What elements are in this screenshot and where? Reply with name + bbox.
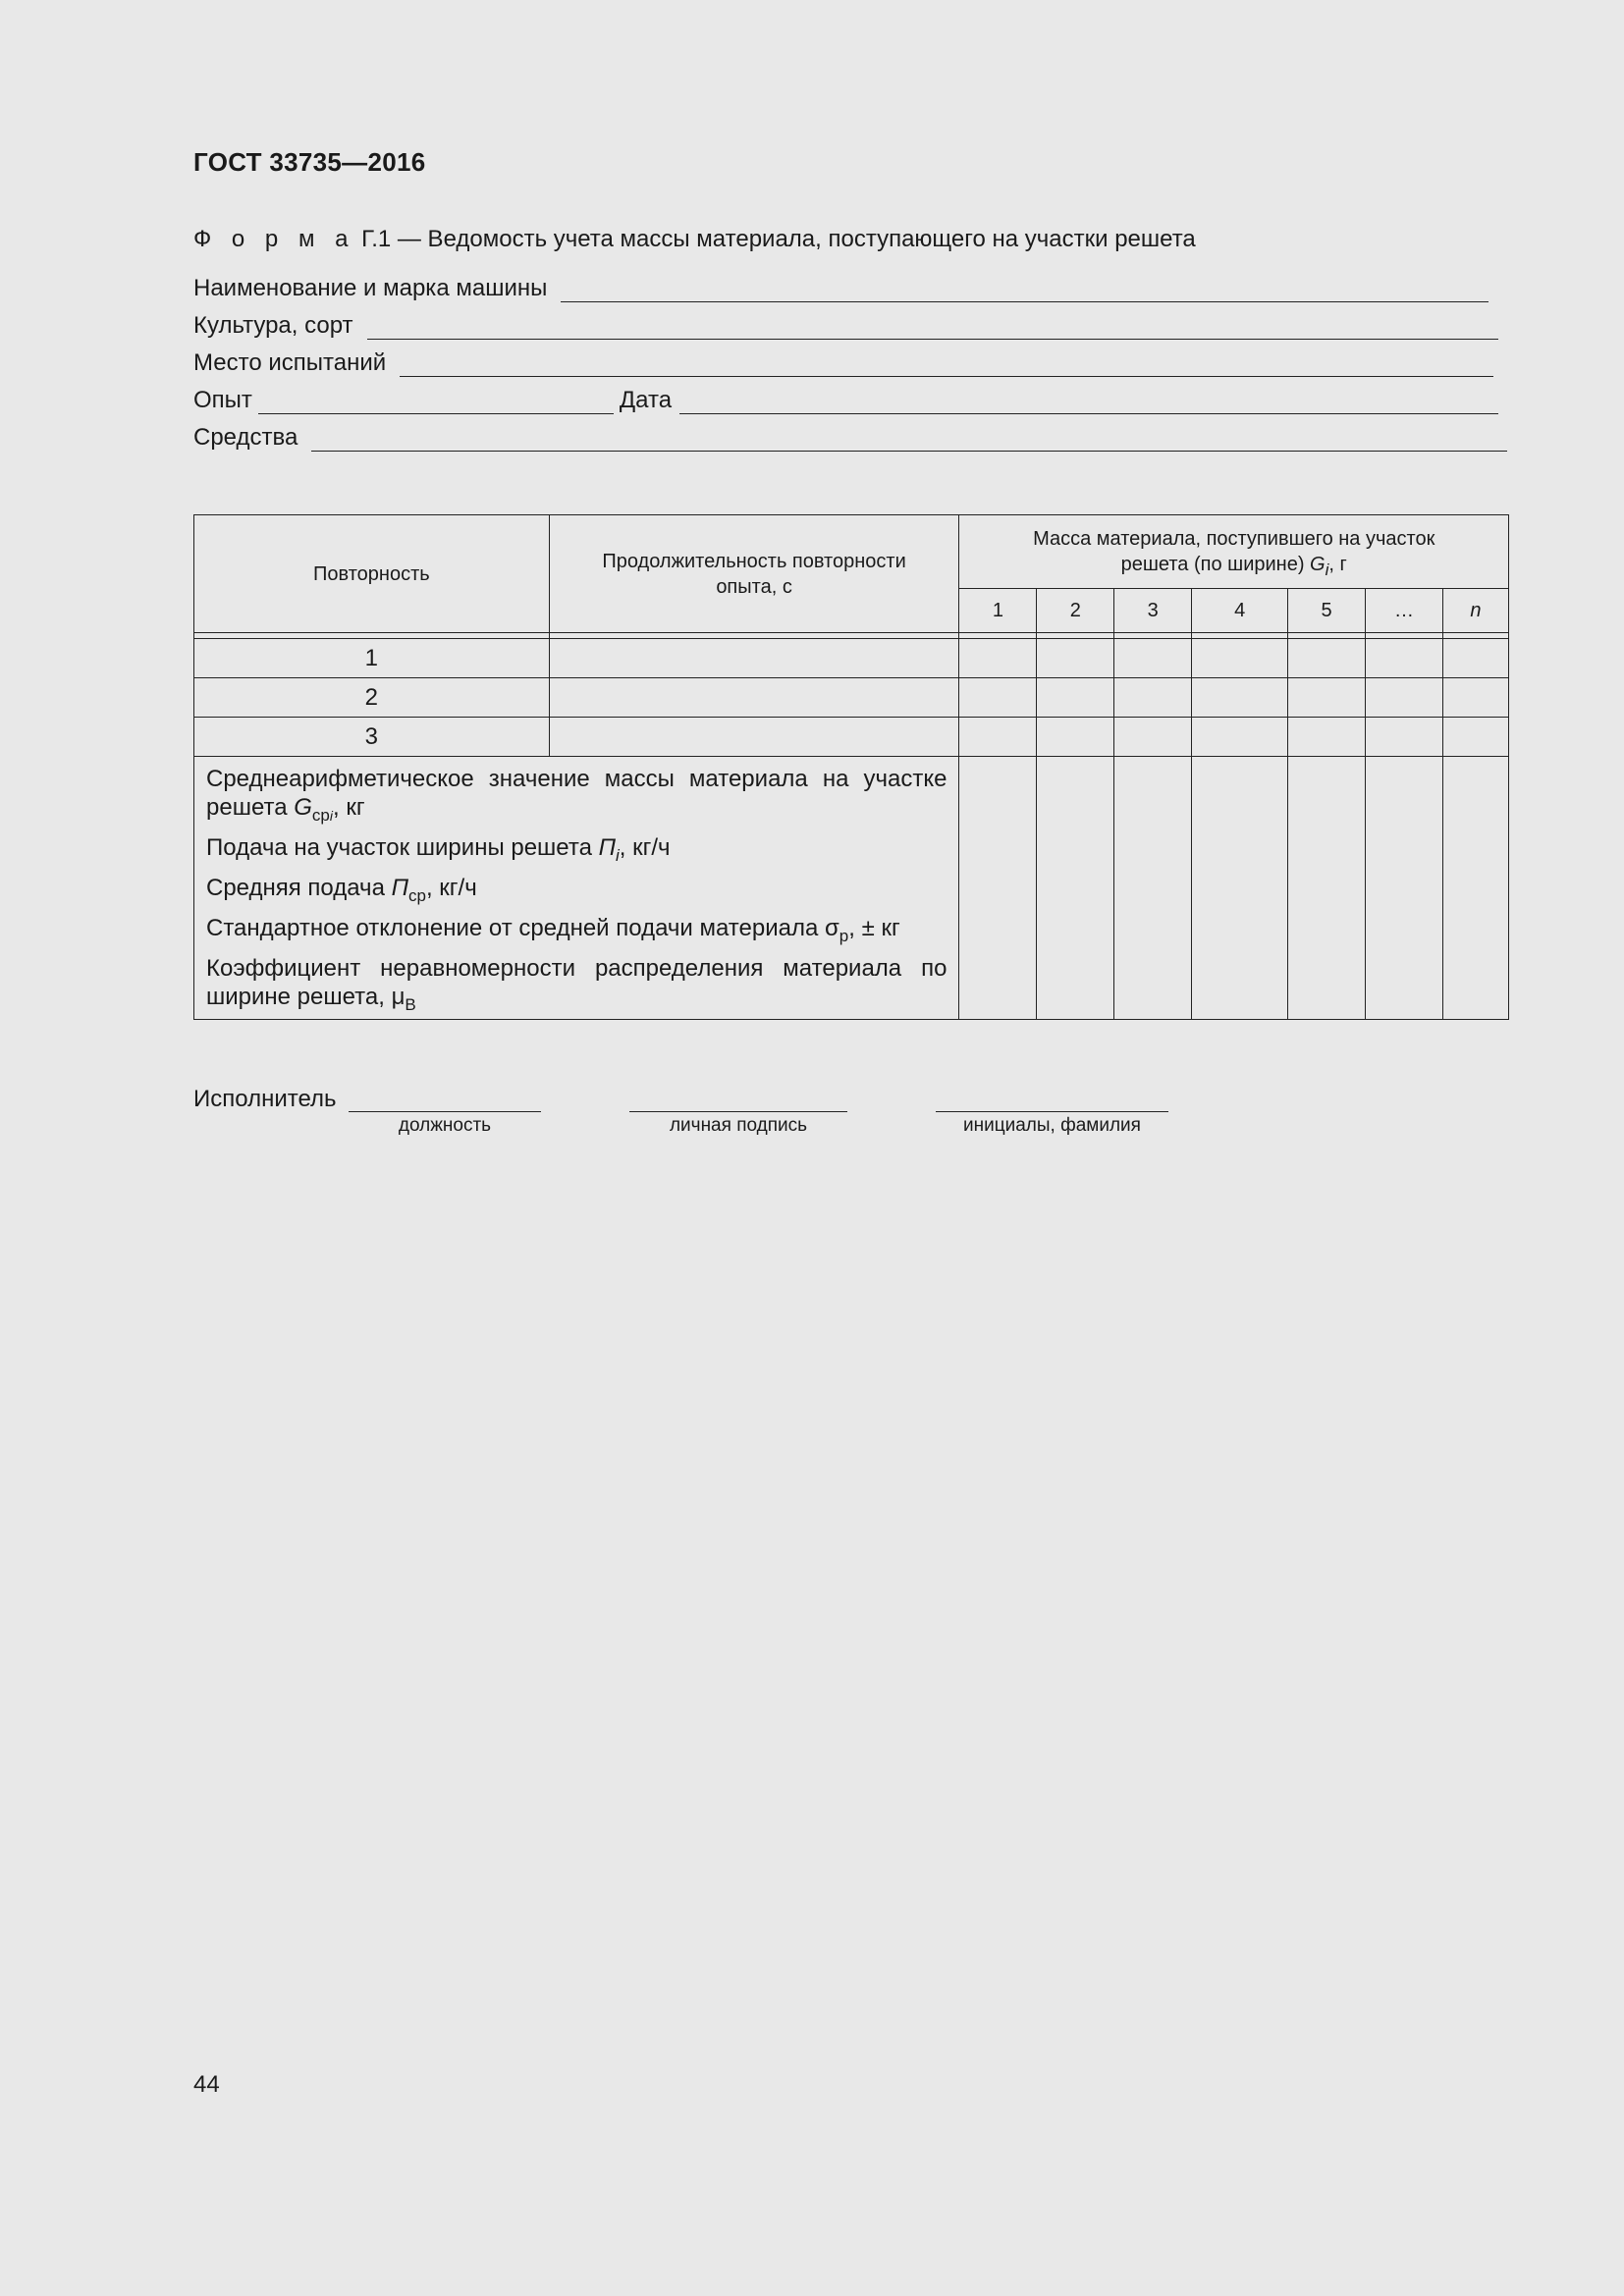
summary-avg-feed: Средняя подача $П_{ср}$, кг/ч xyxy=(206,875,477,905)
mass-cell[interactable] xyxy=(1114,718,1192,757)
mass-cell[interactable] xyxy=(1442,678,1508,718)
summary-cell[interactable] xyxy=(959,757,1037,1020)
duration-cell[interactable] xyxy=(549,678,959,718)
row-number: 1 xyxy=(194,639,550,678)
signature-position-caption: должность xyxy=(398,1115,492,1136)
field-machine-line[interactable] xyxy=(561,276,1489,302)
field-machine-label: Наименование и марка машины xyxy=(193,275,548,301)
sub-col-header: 4 xyxy=(1192,589,1288,633)
field-place-label: Место испытаний xyxy=(193,349,387,376)
mass-cell[interactable] xyxy=(1288,639,1366,678)
mass-cell[interactable] xyxy=(1366,639,1443,678)
page-number: 44 xyxy=(193,2071,220,2098)
field-experiment-label: Опыт xyxy=(193,387,252,413)
mass-cell[interactable] xyxy=(1192,678,1288,718)
mass-cell[interactable] xyxy=(1037,718,1114,757)
field-machine xyxy=(193,271,1489,302)
header-repeat: Повторность xyxy=(194,515,550,633)
mass-cell[interactable] xyxy=(1192,718,1288,757)
sub-col-header: 3 xyxy=(1114,589,1192,633)
row-number: 3 xyxy=(194,718,550,757)
mass-cell[interactable] xyxy=(1037,678,1114,718)
mass-cell[interactable] xyxy=(1366,718,1443,757)
signature-name-line[interactable] xyxy=(936,1086,1168,1112)
mass-cell[interactable] xyxy=(1442,718,1508,757)
summary-cell[interactable] xyxy=(1192,757,1288,1020)
mass-cell[interactable] xyxy=(1288,678,1366,718)
form-caption-prefix: Ф о р м а xyxy=(193,226,355,252)
mass-cell[interactable] xyxy=(959,639,1037,678)
field-place-line[interactable] xyxy=(400,350,1493,377)
sub-col-header: n xyxy=(1442,589,1508,633)
mass-cell[interactable] xyxy=(1192,639,1288,678)
mass-cell[interactable] xyxy=(959,678,1037,718)
field-place xyxy=(193,346,1493,377)
field-means xyxy=(193,420,1507,452)
table-row xyxy=(194,678,1509,718)
mass-cell[interactable] xyxy=(1037,639,1114,678)
signature-position-line[interactable] xyxy=(349,1086,541,1112)
header-mass xyxy=(959,515,1509,589)
field-experiment-line[interactable] xyxy=(258,388,614,414)
signature-sign-line[interactable] xyxy=(629,1086,847,1112)
summary-cell[interactable] xyxy=(1366,757,1443,1020)
table-row xyxy=(194,718,1509,757)
mass-cell[interactable] xyxy=(959,718,1037,757)
sub-col-header: … xyxy=(1366,589,1443,633)
header-mass-var: G xyxy=(1310,554,1326,575)
header-duration: Продолжительность повторности опыта, с xyxy=(549,515,959,633)
duration-cell[interactable] xyxy=(549,718,959,757)
form-caption xyxy=(193,226,1196,253)
sub-col-header: 2 xyxy=(1037,589,1114,633)
signature-sign-caption: личная подпись xyxy=(669,1115,808,1136)
header-mass-unit: , г xyxy=(1328,554,1347,575)
summary-cell[interactable] xyxy=(1288,757,1366,1020)
summary-cell[interactable] xyxy=(1037,757,1114,1020)
row-number: 2 xyxy=(194,678,550,718)
mass-cell[interactable] xyxy=(1442,639,1508,678)
field-date-label: Дата xyxy=(619,387,673,413)
summary-row xyxy=(194,757,1509,1020)
duration-cell[interactable] xyxy=(549,639,959,678)
mass-cell[interactable] xyxy=(1288,718,1366,757)
field-means-line[interactable] xyxy=(311,425,1507,452)
summary-mean: Среднеарифметическое значение массы материала на участке решета $G_{cpi}$, кг xyxy=(206,766,947,825)
summary-coef: Коэффициент неравномерности распределения материала по ширине решета, $\mu_B$ xyxy=(206,955,947,1014)
field-culture-line[interactable] xyxy=(367,313,1498,340)
summary-cell[interactable] xyxy=(1442,757,1508,1020)
header-mass-text: Масса материала, поступившего на участок решета (по ширине) xyxy=(1033,528,1435,575)
mass-cell[interactable] xyxy=(1366,678,1443,718)
field-culture xyxy=(193,308,1498,340)
signature-name-caption: инициалы, фамилия xyxy=(963,1115,1141,1136)
field-experiment xyxy=(193,383,1498,414)
sub-col-header: 5 xyxy=(1288,589,1366,633)
form-caption-text: Г.1 — Ведомость учета массы материала, поступающего на участки решета xyxy=(354,226,1196,252)
summary-std: Стандартное отклонение от средней подачи материала $\sigma_p$, ± кг xyxy=(206,915,900,945)
field-culture-label: Культура, сорт xyxy=(193,312,353,339)
document-header: ГОСТ 33735—2016 xyxy=(193,147,426,177)
summary-labels xyxy=(194,757,959,1020)
mass-table xyxy=(193,514,1509,1020)
summary-cell[interactable] xyxy=(1114,757,1192,1020)
signature-label: Исполнитель xyxy=(193,1086,337,1112)
sub-col-header: 1 xyxy=(959,589,1037,633)
table-row xyxy=(194,639,1509,678)
field-means-label: Средства xyxy=(193,424,298,451)
header-mass-sub: i xyxy=(1325,561,1329,579)
mass-cell[interactable] xyxy=(1114,678,1192,718)
summary-feed: Подача на участок ширины решета $П_i$, кг/ч xyxy=(206,834,671,865)
field-date-line[interactable] xyxy=(679,388,1498,414)
mass-cell[interactable] xyxy=(1114,639,1192,678)
